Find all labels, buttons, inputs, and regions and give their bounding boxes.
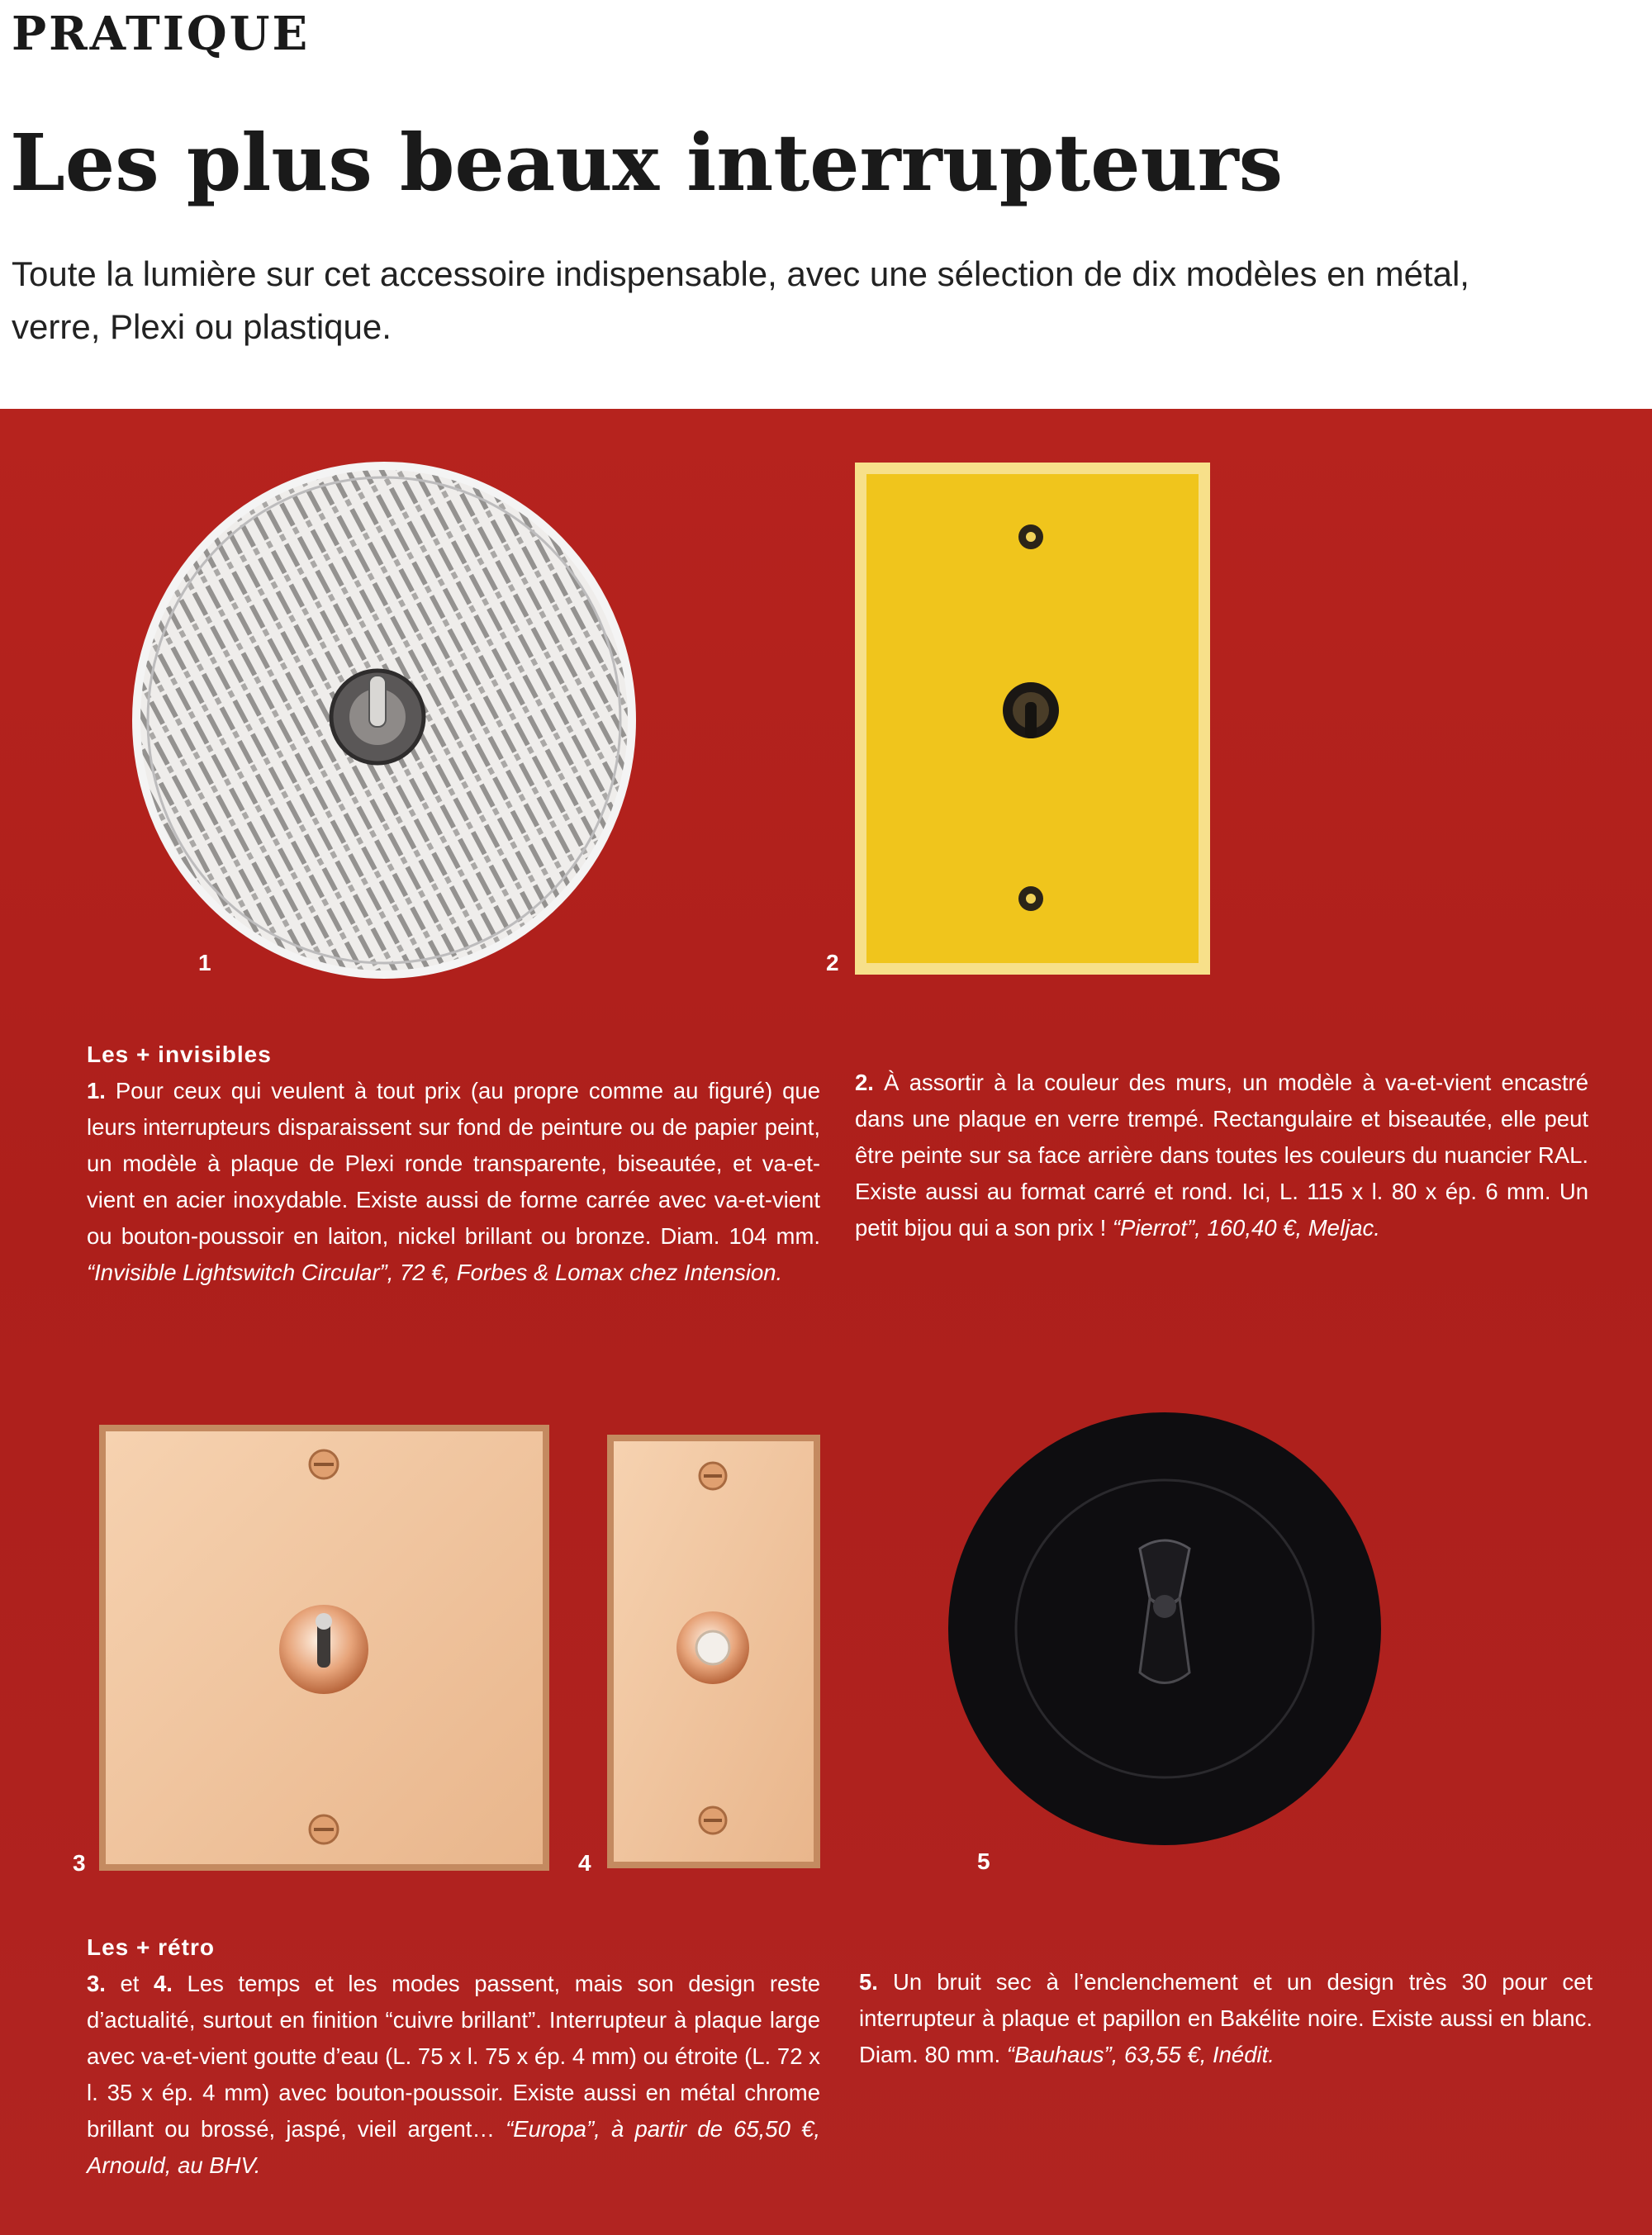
item-number-2: 2 <box>826 950 839 975</box>
item-3-4-credit: “Europa”, à partir de 65,50 €, Arnould, au BHV. <box>87 2116 820 2178</box>
item-5-credit: “Bauhaus”, 63,55 €, Inédit. <box>1006 2042 1275 2067</box>
caption-item-3-4 <box>87 1929 820 2184</box>
item-number-5: 5 <box>977 1848 990 1874</box>
item-number-1: 1 <box>198 950 211 975</box>
yellow-glass-plate-photo <box>855 463 1210 975</box>
wide-brass-plate-photo <box>99 1425 549 1871</box>
standfirst: Toute la lumière sur cet accessoire indispensable, avec une sélection de dix modèles en métal, verre, Plexi ou plastique. <box>12 254 1469 346</box>
item-5-body: Un bruit sec à l’enclenchement et un design très 30 pour cet interrupteur à plaque et papillon en Bakélite noire. Existe aussi en blanc. Diam. 80 mm. <box>859 1969 1593 2067</box>
category-invisibles: Les + invisibles <box>87 1042 272 1067</box>
item-3-lead: 3. <box>87 1971 106 1996</box>
section-kicker: PRATIQUE <box>12 7 311 61</box>
item-2-lead: 2. <box>855 1070 874 1095</box>
item-3-4-body: Les temps et les modes passent, mais son design reste d’actualité, surtout en finition “cuivre brillant”. Interrupteur à plaque large avec va-et-vient goutte d’eau (L. 75 x l. 75 x ép. 4 mm) ou étroite (L. 72 x l. 35 x ép. 4 mm) avec bouton-poussoir. Existe aussi en métal chrome brillant ou brossé, jaspé, vieil argent… <box>87 1971 820 2142</box>
round-plexi-switch-photo <box>128 454 640 991</box>
caption-item-2 <box>855 1065 1588 1246</box>
page-title: Les plus beaux interrupteurs <box>10 117 1284 209</box>
item-3-4-joiner: et <box>105 1971 154 1996</box>
item-2-credit: “Pierrot”, 160,40 €, Meljac. <box>1112 1215 1380 1241</box>
caption-item-1 <box>87 1037 820 1291</box>
item-1-credit: “Invisible Lightswitch Circular”, 72 €, Forbes & Lomax chez Intension. <box>87 1260 783 1285</box>
bakelite-round-switch-photo <box>942 1408 1388 1850</box>
item-5-lead: 5. <box>859 1969 878 1995</box>
item-1-body: Pour ceux qui veulent à tout prix (au propre comme au figuré) que leurs interrupteurs disparaissent sur fond de peinture ou de papier peint, un modèle à plaque de Plexi ronde transparente, biseautée, et va-et-vient en acier inoxydable. Existe aussi de forme carrée avec va-et-vient ou bouton-poussoir en laiton, nickel brillant ou bronze. Diam. 104 mm. <box>87 1078 821 1249</box>
item-2-body: À assortir à la couleur des murs, un modèle à va-et-vient encastré dans une plaque en verre trempé. Rectangulaire et biseautée, elle peut être peinte sur sa face arrière dans toutes les couleurs du nuancier RAL. Existe aussi au format carré et rond. Ici, L. 115 x l. 80 x ép. 6 mm. Un petit bijou qui a son prix ! <box>855 1070 1589 1241</box>
item-number-4: 4 <box>578 1850 591 1876</box>
item-4-lead: 4. <box>154 1971 173 1996</box>
item-number-3: 3 <box>73 1850 86 1876</box>
narrow-brass-plate-photo <box>607 1435 820 1868</box>
item-1-lead: 1. <box>87 1078 106 1103</box>
category-retro: Les + rétro <box>87 1934 215 1960</box>
caption-item-5 <box>859 1964 1593 2073</box>
